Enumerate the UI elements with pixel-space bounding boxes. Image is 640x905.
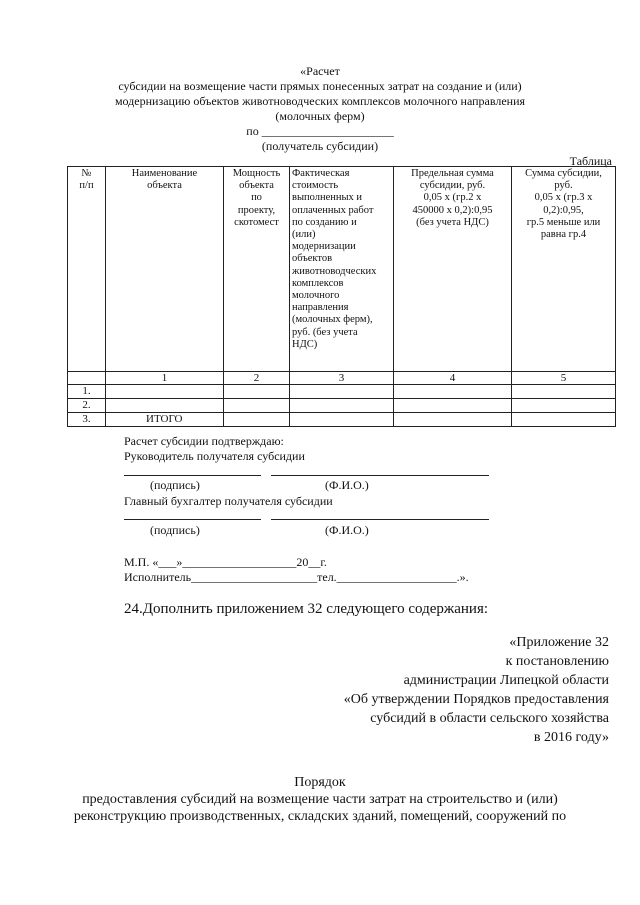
column-header: Наименование объекта bbox=[106, 167, 224, 372]
table-header-row bbox=[68, 167, 616, 372]
column-header: Сумма субсидии, руб. 0,05 х (гр.3 х 0,2):0,95, гр.5 меньше или равна гр.4 bbox=[512, 167, 616, 372]
item-24-text: 24.Дополнить приложением 32 следующего содержания: bbox=[124, 601, 489, 617]
table-cell bbox=[290, 385, 394, 399]
fio-line bbox=[271, 475, 489, 476]
column-number-row bbox=[68, 372, 616, 385]
column-header: № п/п bbox=[68, 167, 106, 372]
table-row bbox=[68, 413, 616, 427]
order-subtitle-line: реконструкцию производственных, складских зданий, помещений, сооружений по bbox=[73, 809, 567, 824]
table-cell bbox=[290, 399, 394, 413]
fio-caption: (Ф.И.О.) bbox=[325, 523, 369, 537]
row-number: 2. bbox=[68, 399, 106, 413]
fio-caption: (Ф.И.О.) bbox=[325, 478, 369, 492]
calc-title: «Расчет bbox=[300, 64, 340, 78]
signature-caption: (подпись) bbox=[150, 523, 200, 537]
column-number: 5 bbox=[512, 372, 616, 385]
table-row bbox=[68, 399, 616, 413]
column-number bbox=[68, 372, 106, 385]
table-cell bbox=[224, 399, 290, 413]
column-number: 2 bbox=[224, 372, 290, 385]
table-row bbox=[68, 385, 616, 399]
table-cell bbox=[512, 385, 616, 399]
table-cell bbox=[394, 413, 512, 427]
confirm-text: Расчет субсидии подтверждаю: bbox=[124, 434, 284, 448]
signature-caption: (подпись) bbox=[150, 478, 200, 492]
order-subtitle-line: предоставления субсидий на возмещение части затрат на строительство и (или) bbox=[82, 792, 558, 807]
column-header: Предельная сумма субсидии, руб. 0,05 х (гр.2 х 450000 х 0,2):0,95 (без учета НДС) bbox=[394, 167, 512, 372]
signature-line bbox=[124, 519, 261, 520]
table-cell bbox=[512, 399, 616, 413]
fio-line bbox=[271, 519, 489, 520]
appendix-line: к постановлению bbox=[505, 654, 609, 669]
accountant-label: Главный бухгалтер получателя субсидии bbox=[124, 494, 333, 508]
calc-subtitle-line: модернизацию объектов животноводческих комплексов молочного направления bbox=[114, 94, 526, 108]
stamp-date-line: М.П. «___»___________________20__г. bbox=[124, 555, 327, 569]
row-number: 3. bbox=[68, 413, 106, 427]
column-number: 1 bbox=[106, 372, 224, 385]
appendix-line: в 2016 году» bbox=[533, 730, 609, 745]
subsidy-calc-table bbox=[67, 166, 616, 427]
appendix-line: администрации Липецкой области bbox=[403, 673, 609, 688]
table-cell bbox=[290, 413, 394, 427]
appendix-line: «Об утверждении Порядков предоставления bbox=[343, 692, 609, 707]
signature-line bbox=[124, 475, 261, 476]
head-label: Руководитель получателя субсидии bbox=[124, 449, 305, 463]
table-cell bbox=[512, 413, 616, 427]
column-number: 3 bbox=[290, 372, 394, 385]
appendix-line: субсидий в области сельского хозяйства bbox=[370, 711, 609, 726]
column-header: Фактическая стоимость выполненных и оплаченных работ по созданию и (или) модернизации объектов животноводческих комплексов молочного направления (молочных ферм), руб. (без учета НДС) bbox=[290, 167, 394, 372]
table-label: Таблица bbox=[569, 154, 612, 168]
recipient-caption: (получатель субсидии) bbox=[261, 139, 379, 153]
executor-line: Исполнитель_____________________тел.____________________.». bbox=[124, 570, 469, 584]
row-number: 1. bbox=[68, 385, 106, 399]
calc-subtitle-line: (молочных ферм) bbox=[275, 109, 365, 123]
order-title: Порядок bbox=[294, 775, 346, 790]
row-name: ИТОГО bbox=[106, 413, 224, 427]
row-name bbox=[106, 399, 224, 413]
table-cell bbox=[224, 413, 290, 427]
appendix-title: «Приложение 32 bbox=[509, 635, 609, 650]
table-cell bbox=[224, 385, 290, 399]
table-cell bbox=[394, 399, 512, 413]
row-name bbox=[106, 385, 224, 399]
calc-subtitle-line: субсидии на возмещение части прямых понесенных затрат на создание и (или) bbox=[118, 79, 522, 93]
recipient-line: по ______________________ bbox=[246, 124, 394, 138]
column-number: 4 bbox=[394, 372, 512, 385]
column-header: Мощность объекта по проекту, скотомест bbox=[224, 167, 290, 372]
table-cell bbox=[394, 385, 512, 399]
